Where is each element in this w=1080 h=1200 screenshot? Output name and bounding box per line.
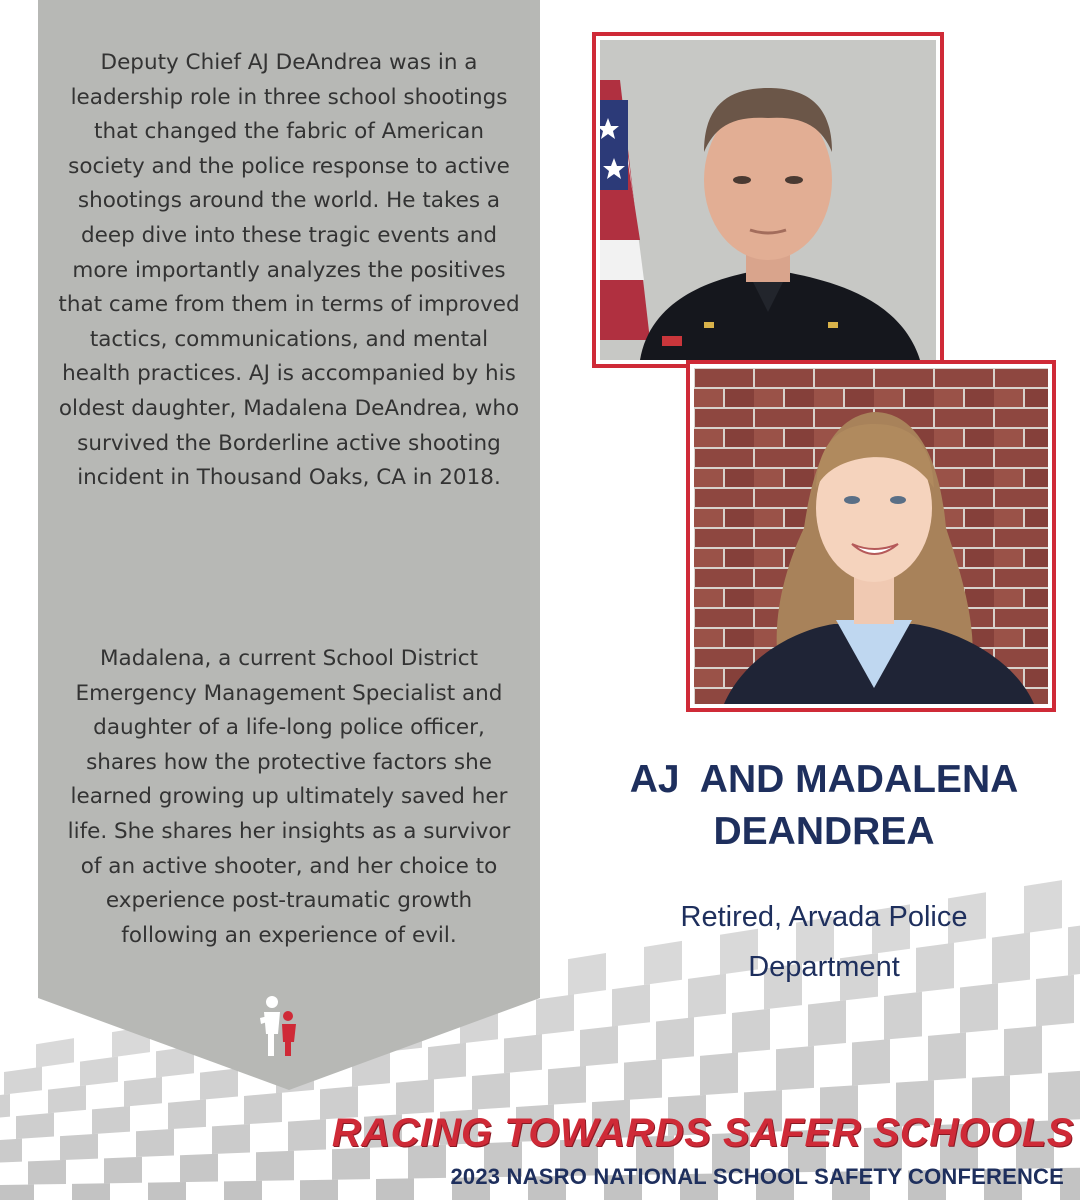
checker-square — [700, 1053, 738, 1096]
checker-square — [808, 1000, 846, 1046]
checker-square — [124, 1077, 162, 1107]
madalena-deandrea-photo — [686, 360, 1056, 712]
checker-square — [168, 1099, 206, 1129]
checker-square — [36, 1038, 74, 1067]
nasro-figures-logo-icon — [258, 994, 302, 1060]
checker-square — [136, 1129, 174, 1157]
checker-square — [624, 1059, 662, 1100]
checker-square — [884, 992, 922, 1040]
checker-square — [428, 1043, 466, 1080]
checker-square — [180, 1154, 218, 1182]
checker-square — [1004, 1026, 1042, 1076]
speaker-title-line-2: Department — [748, 951, 900, 983]
checker-square — [200, 1068, 238, 1100]
speaker-title-line-1: Retired, Arvada Police — [680, 901, 968, 933]
speaker-name-line-2: DEANDREA — [713, 810, 935, 853]
aj-deandrea-photo — [592, 32, 944, 368]
conference-subtitle: 2023 NASRO NATIONAL SCHOOL SAFETY CONFERENCE — [450, 1164, 1064, 1189]
checker-square — [852, 1039, 890, 1085]
checker-square — [224, 1181, 262, 1200]
checker-square — [0, 1094, 10, 1120]
checker-square — [0, 1139, 22, 1164]
checker-square — [580, 1026, 618, 1067]
checker-square — [1068, 922, 1080, 975]
speaker-title — [580, 892, 1068, 992]
aj-deandrea-portrait — [600, 40, 936, 360]
checker-square — [732, 1009, 770, 1053]
checker-square — [548, 1066, 586, 1105]
checker-square — [148, 1182, 186, 1200]
checker-square — [72, 1183, 110, 1200]
checker-square — [776, 1046, 814, 1090]
checker-square — [244, 1093, 282, 1125]
speaker-name-line-1: AJ AND MADALENA — [629, 758, 1019, 801]
checker-square — [28, 1160, 66, 1185]
checker-square — [472, 1073, 510, 1110]
conference-title: RACING TOWARDS SAFER SCHOOLS — [331, 1111, 1074, 1155]
bio-paragraph-madalena: Madalena, a current School District Emergency Management Specialist and daughter of a life-long police officer, shares how the protective factors she learned growing up ultimately saved her life. She shares her insights as a survivor of an active shooter, and her choice to experience post-traumatic growth following an experience of evil. — [67, 646, 511, 948]
checker-square — [16, 1113, 54, 1139]
checker-square — [928, 1032, 966, 1080]
checker-square — [4, 1067, 42, 1095]
madalena-deandrea-portrait — [694, 368, 1048, 704]
checker-square — [536, 994, 574, 1035]
checker-square — [48, 1085, 86, 1113]
checker-square — [92, 1106, 130, 1134]
speaker-name — [560, 754, 1080, 858]
checker-square — [656, 1017, 694, 1060]
checker-square — [104, 1157, 142, 1184]
checker-square — [504, 1034, 542, 1073]
bio-paragraph-aj: Deputy Chief AJ DeAndrea was in a leadership role in three school shootings that changed the fabric of American society and the police response to active shootings around the world. He takes a deep dive into these tragic events and more importantly analyzes the positives that came from them in terms of improved tactics, communications, and mental health practices. AJ is accompanied by his oldest daughter, Madalena DeAndrea, who survived the Borderline active shooting incident in Thousand Oaks, CA in 2018. — [58, 50, 520, 491]
checker-square — [256, 1151, 294, 1181]
checker-square — [80, 1056, 118, 1086]
checker-square — [60, 1134, 98, 1160]
checker-square — [212, 1124, 250, 1154]
checker-square — [0, 1184, 34, 1200]
